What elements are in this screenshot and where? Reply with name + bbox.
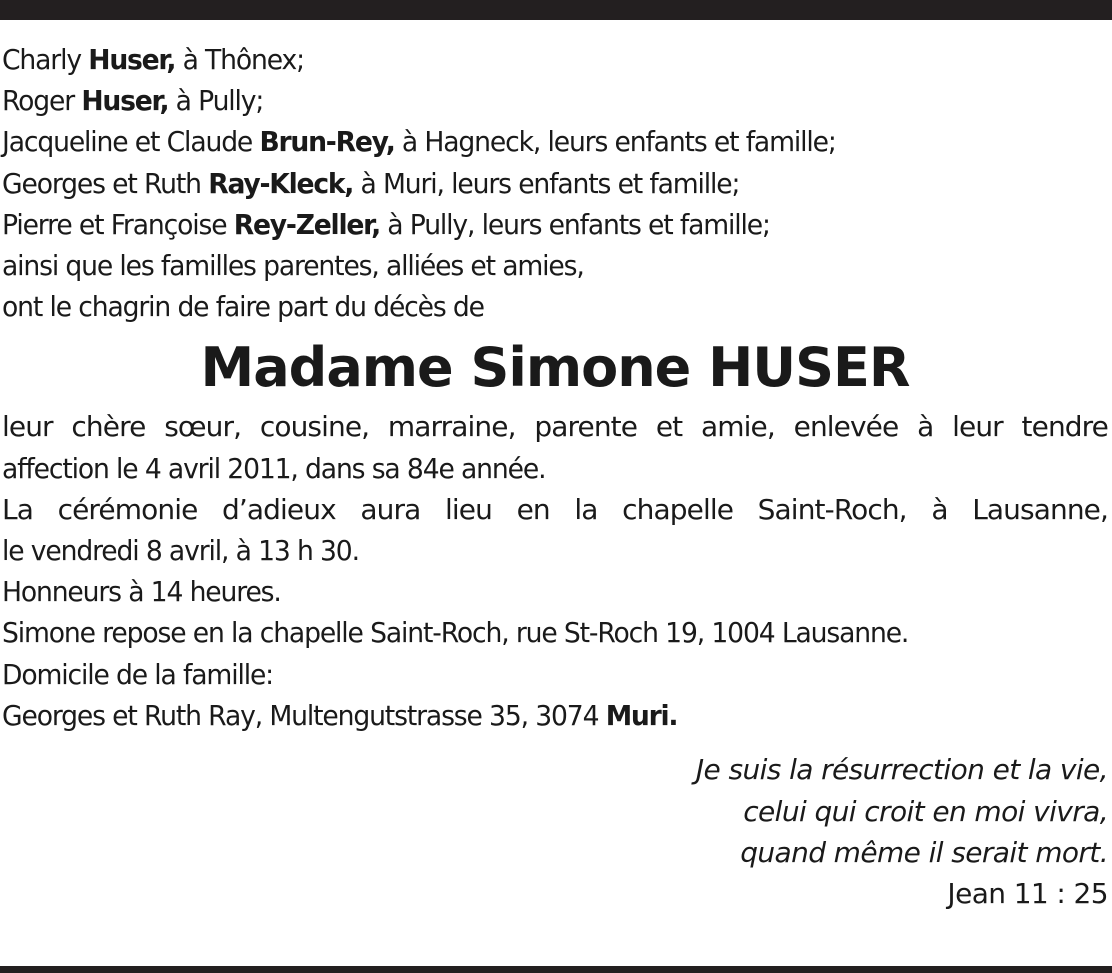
family-location: à Pully; [168,84,264,118]
family-surname: Huser, [88,43,176,76]
bottom-rule [0,966,1112,973]
top-rule [0,0,1112,20]
body-line-5: Honneurs à 14 heures. [2,575,281,609]
family-location: à Hagneck, leurs enfants et famille; [394,125,836,159]
address-text: Georges et Ruth Ray, Multengutstrasse 35, 3074 [2,698,606,732]
family-given-names: Jacqueline et Claude [2,125,260,159]
family-given-names: Roger [2,84,82,118]
family-line-3 [2,121,1053,162]
deceased-name-heading: Madame Simone HUSER [200,336,910,400]
family-location: à Pully, leurs enfants et famille; [379,207,770,241]
intro-line-2: ont le chagrin de faire part du décès de [2,290,484,324]
family-location: à Muri, leurs enfants et famille; [353,166,740,200]
family-given-names: Pierre et Françoise [2,207,234,241]
family-given-names: Georges et Ruth [2,166,209,200]
intro-line-1: ainsi que les familles parentes, alliées et amies, [2,249,584,283]
family-address-line [2,695,1053,736]
scripture-verse [2,748,1108,915]
body-line-2: affection le 4 avril 2011, dans sa 84e année. [2,451,546,485]
announcement-body [2,406,1108,736]
body-line-4: le vendredi 8 avril, à 13 h 30. [2,534,359,568]
family-surname: Rey-Zeller, [233,207,380,241]
verse-line-2: celui qui croit en moi vivra, [743,795,1108,829]
body-line-6: Simone repose en la chapelle Saint-Roch, rue St-Roch 19, 1004 Lausanne. [2,616,909,650]
body-line-1: leur chère sœur, cousine, marraine, parente et amie, enlevée à leur tendre [2,410,1108,444]
family-location: à Thônex; [175,43,304,76]
family-line-2 [2,80,1053,121]
verse-reference: Jean 11 : 25 [947,877,1108,911]
family-surname: Brun-Rey, [259,125,395,159]
obituary-notice [2,39,1108,915]
family-surname: Huser, [81,84,169,118]
family-line-5 [2,204,1053,245]
address-town: Muri. [605,698,678,732]
family-line-1 [2,39,1053,80]
family-given-names: Charly [2,43,89,76]
family-line-4 [2,163,1053,204]
body-line-7: Domicile de la famille: [2,657,274,691]
verse-line-3: quand même il serait mort. [740,836,1108,870]
family-surname: Ray-Kleck, [208,166,354,200]
verse-line-1: Je suis la résurrection et la vie, [695,753,1108,787]
body-line-3: La cérémonie d’adieux aura lieu en la chapelle Saint-Roch, à Lausanne, [2,492,1108,526]
